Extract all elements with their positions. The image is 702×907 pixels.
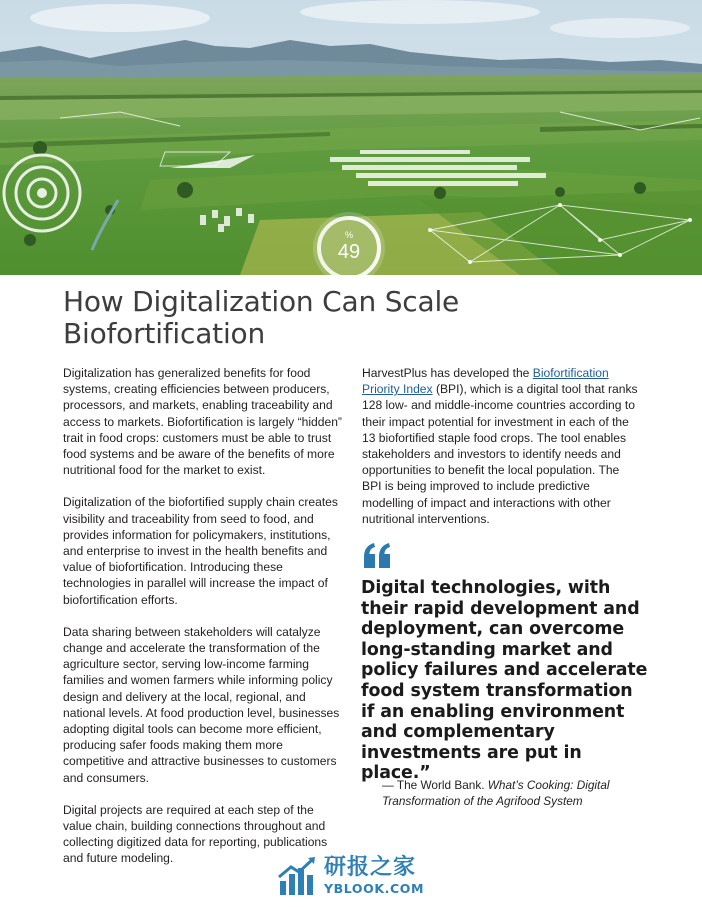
watermark xyxy=(277,855,437,899)
watermark-chinese-text: 研报之家 xyxy=(324,855,417,880)
bpi-link[interactable]: Biofortification Priority Index xyxy=(362,366,609,397)
farmland-photo xyxy=(0,0,702,275)
attribution-source: What’s Cooking: Digital Transformation of the Agrifood System xyxy=(382,778,610,809)
paragraph: Digital projects are required at each step of the value chain, building connections throughout and collecting digitized data for reporting, publications and future modeling. xyxy=(63,802,328,866)
attribution-author: — The World Bank. xyxy=(382,778,488,792)
pull-quote: Digital technologies, with their rapid development and deployment, can overcome long-standing market and policy failures and accelerate food system transformation if an enabling environment and complementary investments are put in place.” xyxy=(361,578,648,784)
page-title: How Digitalization Can Scale Biofortification xyxy=(63,285,460,350)
right-column xyxy=(362,365,640,527)
bpi-intro-text: HarvestPlus has developed the xyxy=(362,366,533,380)
bpi-description-text: (BPI), which is a digital tool that ranks 128 low- and middle-income countries according to their impact potential for investment in each of the 13 biofortified staple food crops. The tool enables stakeholders and investors to identify needs and opportunities to benefit the local population. The BPI is being improved to include predictive modelling of impact and interactions with other nutritional interventions. xyxy=(362,382,638,526)
quote-attribution xyxy=(382,777,662,810)
overlay-number: 49 xyxy=(337,241,361,263)
bpi-paragraph xyxy=(362,365,640,527)
paragraph: Digitalization of the biofortified supply chain creates visibility and traceability from seed to food, and provides information for policymakers, institutions, and enterprise to invest in the health benefits and value of biofortification. Introducing these technologies in parallel will increase the impact of biofortification efforts. xyxy=(63,495,338,607)
watermark-domain-text: YBLOOK.COM xyxy=(324,881,425,896)
left-column xyxy=(63,365,345,867)
quote-mark-icon xyxy=(361,540,393,572)
hero-image xyxy=(0,0,702,275)
watermark-logo-icon xyxy=(277,855,319,897)
paragraph: Data sharing between stakeholders will catalyze change and accelerate the transformation of the agriculture sector, serving low-income farming families and women farmers while informing policy design and delivery at the local, regional, and national levels. At food production level, businesses adopting digital tools can become more efficient, producing safer foods making them more competitive and attractive businesses to customers and consumers. xyxy=(63,624,340,785)
paragraph: Digitalization has generalized benefits for food systems, creating efficiencies between producers, processors, and markets, enabling traceability and access to markets. Biofortification is largely “hidden” trait in food crops: customers must be able to trust food systems and be aware of the benefits of more nutritional food for the market to exist. xyxy=(63,366,342,478)
overlay-percent-sign: % xyxy=(344,230,354,240)
